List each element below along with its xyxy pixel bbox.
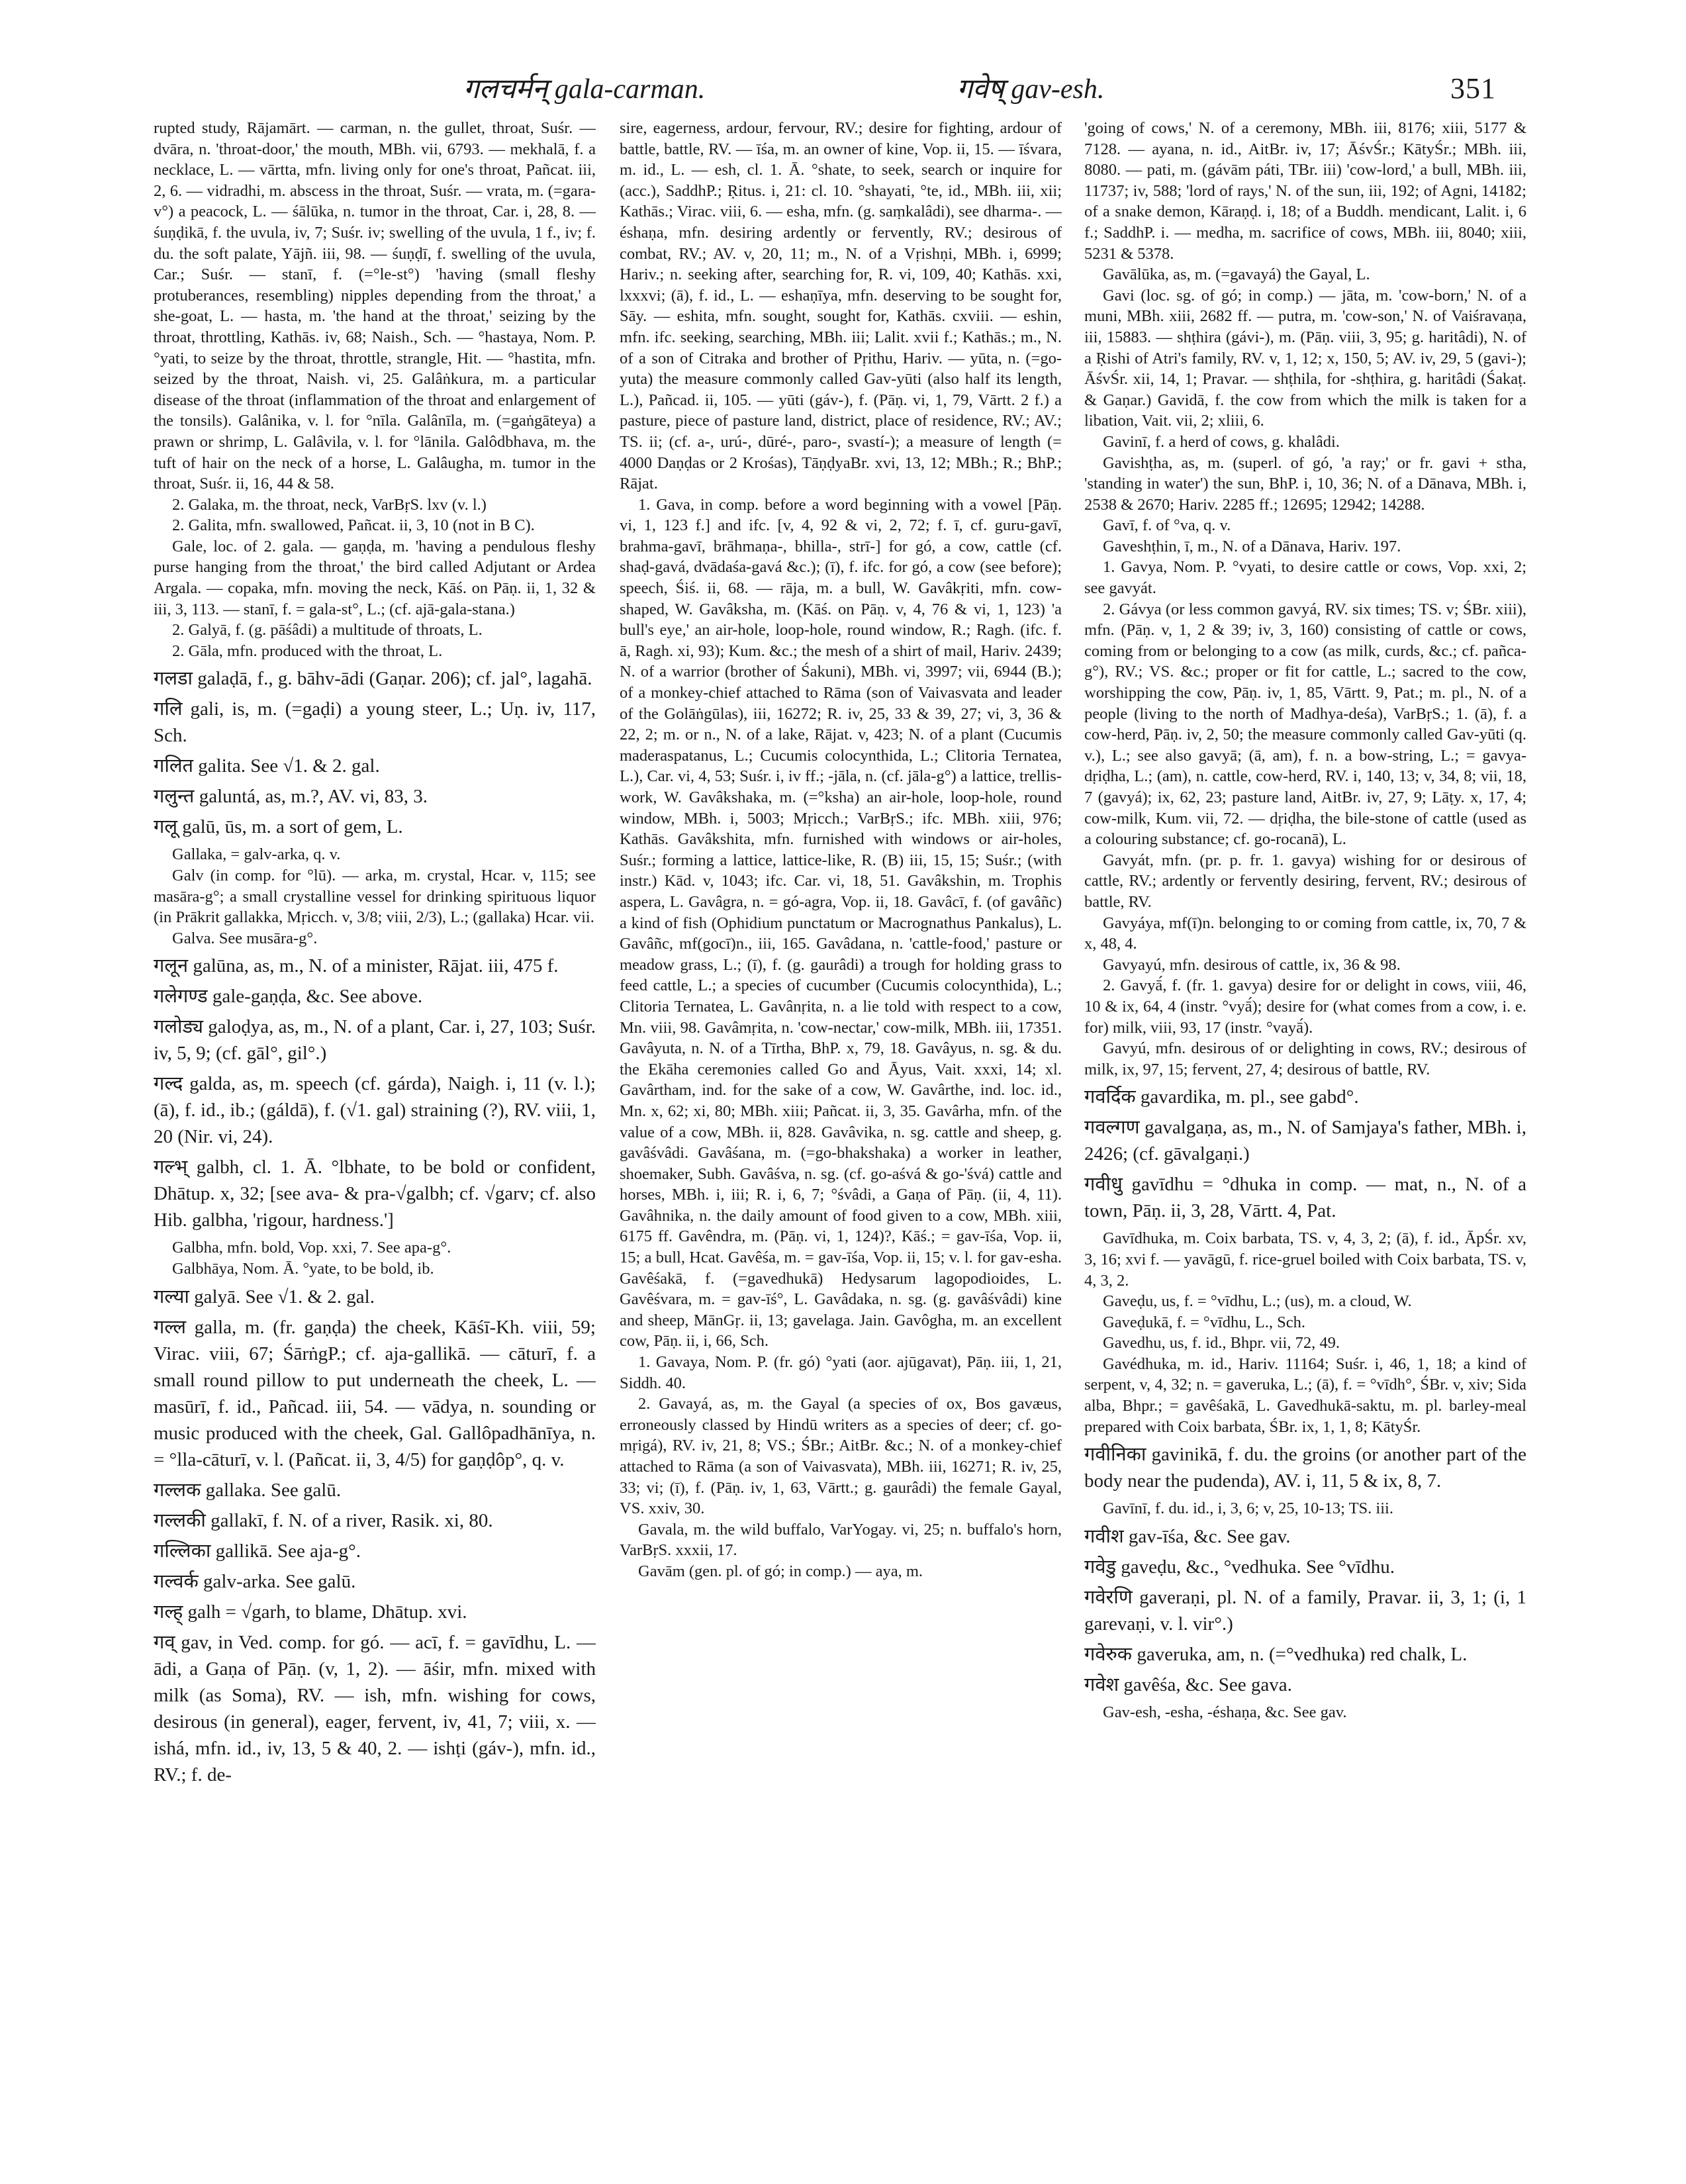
dictionary-entry: Gavyayú, mfn. desirous of cattle, ix, 36 & 98.	[1103, 955, 1401, 974]
headword-entry: गवेरणि gaveraṇi, pl. N. of a family, Pravar. ii, 3, 1; (i, 1 garevaṇi, v. l. vir°.)	[1084, 1586, 1526, 1635]
dictionary-entry: Gavyáya, mf(ī)n. belonging to or coming from cattle, ix, 70, 7 & x, 48, 4.	[1084, 914, 1526, 953]
header-left-catchword: गलचर्मन् gala-carman.	[463, 74, 706, 105]
headword-entry: गवेडु gaveḍu, &c., °vedhuka. See °vīdhu.	[1084, 1556, 1395, 1578]
dictionary-entry: 1. Gavya, Nom. P. °vyati, to desire cattle or cows, Vop. xxi, 2; see gavyát.	[1084, 558, 1526, 598]
headword-entry: गल्लकी gallakī, f. N. of a river, Rasik. xi, 80.	[154, 1509, 493, 1531]
headword-entry: गल्या galyā. See √1. & 2. gal.	[154, 1286, 375, 1307]
dictionary-entry: 2. Galaka, m. the throat, neck, VarBṛS. lxv (v. l.)	[172, 495, 487, 514]
dictionary-entry: Gavyú, mfn. desirous of or delighting in cows, RV.; desirous of milk, ix, 97, 15; fervent, 27, 4; desirous of battle, RV.	[1084, 1039, 1526, 1078]
headword-entry: गवल्गण gavalgaṇa, as, m., N. of Samjaya's father, MBh. i, 2426; (cf. gāvalgaṇi.)	[1084, 1117, 1526, 1165]
headword-entry: गल्लिका gallikā. See aja-g°.	[154, 1540, 361, 1562]
headword-entry: गवेरुक gaveruka, am, n. (=°vedhuka) red chalk, L.	[1084, 1643, 1468, 1665]
dictionary-entry: 1. Gavaya, Nom. P. (fr. gó) °yati (aor. ajūgavat), Pāṇ. iii, 1, 21, Siddh. 40.	[620, 1353, 1062, 1392]
dictionary-entry: Gavi (loc. sg. of gó; in comp.) — jāta, m. 'cow-born,' N. of a muni, MBh. xiii, 2682 ff. — putra, m. 'cow-son,' N. of Vaiśravaṇa, iii, 15883. — shṭhira (gávi-), m. (Pāṇ. viii, 3, 95; g. haritâdi), N. of a Ṛishi of Atri's family, RV. v, 1, 12; x, 150, 5; AV. iv, 29, 5 (gavi-); ĀśvŚr. xii, 14, 1; Pravar. — shṭhila, for -shṭhira, g. haritâdi (Śakaṭ. & Gaṇar.) Gavidā, f. the cow from which the milk is taken for a libation, Vait. vii, 2; xliii, 6.	[1084, 286, 1526, 430]
dictionary-entry: 1. Gava, in comp. before a word beginning with a vowel [Pāṇ. vi, 1, 123 f.] and ifc. [v, 4, 92 & vi, 2, 72; f. ī, cf. guru-gavī, brahma-gavī, brāhmaṇa-, bhilla-, strī-] for gó, a cow, cattle (cf. shaḍ-gavá, dvādaśa-gavá &c.); (ī), f. ifc. for gó, a cow (see before); speech, Śiś. ii, 68. — rāja, m. a bull, W. Gavâkṛiti, mfn. cow-shaped, W. Gavâksha, m. (Kāś. on Pāṇ. v, 4, 76 & vi, 1, 123) 'a bull's eye,' an air-hole, loop-hole, round window, R.; Ragh. (ifc. f. ā, Ragh. xi, 93); Kum. &c.; the mesh of a shirt of mail, Hariv. 2439; N. of a warrior (brother of Śakuni), MBh. vi, 3997; vii, 6944 (B.); of a monkey-chief attached to Rāma (son of Vaivasvata and leader of the Golāṅgūlas), iii, 16272; R. iv, 25, 33 & 39, 27; vi, 3, 36 & 22, 2; m. or n., N. of a lake, Rājat. v, 423; N. of a plant (Cucumis maderaspatanus, L.; Cucumis colocynthida, L.; Clitoria Ternatea, L.), Car. vi, 4, 53; Suśr. i, iv ff.; -jāla, n. (cf. jāla-g°) a lattice, trellis-work, W. Gavâkshaka, m. (=°ksha) an air-hole, loop-hole, round window, MBh. i, 5003; Mṛicch.; VarBṛS.; ifc. MBh. xiii, 976; Kathās. Gavâkshita, mfn. furnished with windows or air-holes, Suśr.; forming a lattice, lattice-like, R. (B) iii, 15, 15; Suśr.; (with instr.) Kād. v, 1043; ifc. Car. vi, 18, 51. Gavâkshin, m. Trophis aspera, L. Gavâgra, n. = gó-agra, Vop. ii, 18. Gavâcī, f. (of gavâñc) a kind of fish (Ophidium punctatum or Macrognathus Pankalus), L. Gavâñc, mf(gocī)n., iii, 165. Gavâdana, n. 'cattle-food,' pasture or meadow grass, L.; (ī), f. (g. gaurâdi) a trough for holding grass to feed cattle, L.; a species of cucumber (Cucumis colocynthida), L.; Clitoria Ternatea, L. Gavânṛita, n. a lie told with respect to a cow, Mn. viii, 98. Gavâmṛita, n. 'cow-nectar,' cow-milk, MBh. iii, 17351. Gavâyuta, n. N. of a Tīrtha, BhP. x, 79, 18. Gavâyus, n. sg. & du. the Ekāha ceremonies called Go and Āyus, Vait. xxxi, 14; xl. Gavârtham, ind. for the sake of a cow, W. Gavârthe, ind. loc. id., Mn. x, 62; xi, 80; MBh. xiii; Pañcat. ii, 3, 35. Gavârha, mfn. of the value of a cow, MBh. ii, 828. Gavâvika, n. sg. cattle and sheep, g. gavâśvâdi. Gavâśana, m. (=go-bhakshaka) a worker in leather, shoemaker, Subh. Gavâśva, n. sg. (cf. go-aśvá & go-'śvá) cattle and horses, MBh. i, iii; R. i, 6, 7; °śvâdi, a Gaṇa of Pāṇ. (ii, 4, 11). Gavâhnika, n. the daily amount of food given to a cow, MBh. xiii, 6175 ff. Gavêndra, m. (Pāṇ. vi, 1, 124)?, Kāś.; = gav-īśa, Vop. ii, 15; a bull, Hcat. Gavêśa, m. = gav-īśa, Vop. ii, 15; v. l. for gav-esha. Gavêśakā, f. (=gavedhukā) Hedysarum lagopodioides, L. Gavêśvara, m. = gav-īś°, L. Gavâdaka, n. sg. (g. gavâśvâdi) kine and sheep, MānGṛ. ii, 13; gavelaga. Jain. Gavôgha, m. an excellent cow, Pāṇ. ii, i, 66, Sch.	[620, 495, 1062, 1351]
headword-entry: गलू galū, ūs, m. a sort of gem, L.	[154, 816, 403, 838]
dictionary-entry: 2. Gavyā́, f. (fr. 1. gavya) desire for or delight in cows, viii, 46, 10 & ix, 64, 4 (instr. °vyā́); desire for (what comes from a cow, i. e. for) milk, viii, 93, 17 (instr. °vayā́).	[1084, 976, 1526, 1037]
dictionary-entry: Gavālūka, as, m. (=gavayá) the Gayal, L.	[1103, 265, 1370, 284]
dictionary-entry: rupted study, Rājamārt. — carman, n. the gullet, throat, Suśr. — dvāra, n. 'throat-door,' the mouth, MBh. vii, 6793. — mekhalā, f. a necklace, L. — vārtta, mfn. living only for one's throat, Pañcat. iii, 2, 6. — vidradhi, m. abscess in the throat, Suśr. — vrata, m. (=gara-v°) a peacock, L. — śālūka, n. tumor in the throat, Car. i, 28, 8. — śuṇḍikā, f. the uvula, iv, 7; Suśr. iv; swelling of the uvula, 1 f., iv; f. du. the soft palate, Yājñ. iii, 98. — śuṇḍī, f. swelling of the uvula, Car.; Suśr. — stanī, f. (=°le-st°) 'having (small fleshy protuberances, resembling) nipples depending from the throat,' a she-goat, L. — hasta, m. 'the hand at the throat,' seizing by the throat, throttling, Kathās. iv, 68; Naish., Sch. — °hastaya, Nom. P. °yati, to seize by the throat, throttle, strangle, Hit. — °hastita, mfn. seized by the throat, Naish. vi, 25. Galâṅkura, m. a particular disease of the throat (inflammation of the throat and enlargement of the tonsils). Galânika, v. l. for °nīla. Galânīla, m. (=gaṅgāteya) a prawn or shrimp, L. Galâvila, v. l. for °lānila. Galôdbhava, m. the tuft of hair on the neck of a horse, L. Galâugha, m. tumor in the throat, Suśr. ii, 16, 44 & 58.	[154, 119, 596, 493]
headword-entry: गलून galūna, as, m., N. of a minister, Rājat. iii, 475 f.	[154, 955, 559, 977]
dictionary-entry: Gavīdhuka, m. Coix barbata, TS. v, 4, 3, 2; (ā), f. id., ĀpŚr. xv, 3, 16; xvi f. — yavāgū, f. rice-gruel boiled with Coix barbata, TS. v, 4, 3, 2.	[1084, 1229, 1526, 1290]
dictionary-entry: Gaveḍu, us, f. = °vīdhu, L.; (us), m. a cloud, W.	[1103, 1292, 1412, 1311]
headword-entry: गलेगण्ड gale-gaṇḍa, &c. See above.	[154, 986, 423, 1008]
headword-entry: गल्ह् galh = √garh, to blame, Dhātup. xvi.	[154, 1601, 467, 1623]
headword-entry: गल्ल galla, m. (fr. gaṇḍa) the cheek, Kāśī-Kh. viii, 59; Virac. viii, 67; ŚārṅgP.; cf. aja-gallikā. — cāturī, f. a small round pillow to put underneath the cheek, L. — masūrī, f. id., Pañcad. iii, 54. — vādya, n. sounding or music produced with the cheek, Gal. Gallôpadhānīya, n. = °lla-cāturī, v. l. (Pañcat. ii, 3, 4/5) for gaṇḍôp°, q. v.	[154, 1316, 596, 1470]
dictionary-entry: Gavinī, f. a herd of cows, g. khalâdi.	[1103, 432, 1340, 451]
column-left	[154, 118, 596, 2150]
dictionary-entry: 2. Galita, mfn. swallowed, Pañcat. ii, 3, 10 (not in B C).	[172, 516, 535, 535]
dictionary-entry: Gallaka, = galv-arka, q. v.	[172, 845, 341, 864]
dictionary-entry: Galbhāya, Nom. Ā. °yate, to be bold, ib.	[172, 1260, 434, 1278]
headword-entry: गलुन्त galuntá, as, m.?, AV. vi, 83, 3.	[154, 786, 428, 808]
dictionary-entry: Gavī, f. of °va, q. v.	[1103, 516, 1231, 535]
dictionary-entry: Gavām (gen. pl. of gó; in comp.) — aya, m.	[638, 1562, 923, 1580]
dictionary-entry: Gavyát, mfn. (pr. p. fr. 1. gavya) wishing for or desirous of cattle, RV.; ardently or fervently desiring, fervent, RV.; desirous of battle, RV.	[1084, 851, 1526, 911]
headword-entry: गलि gali, is, m. (=gaḍi) a young steer, L.; Uṇ. iv, 117, Sch.	[154, 698, 596, 747]
dictionary-entry: Gaveshṭhin, ī, m., N. of a Dānava, Hariv. 197.	[1103, 537, 1401, 555]
headword-entry: गवीश gav-īśa, &c. See gav.	[1084, 1525, 1291, 1547]
column-right	[1084, 118, 1526, 2150]
dictionary-entry: Galbha, mfn. bold, Vop. xxi, 7. See apa-g°.	[172, 1239, 451, 1257]
headword-entry: गल्द galda, as, m. speech (cf. gárda), Naigh. i, 11 (v. l.); (ā), f. id., ib.; (gáldā), f. (√1. gal) straining (?), RV. viii, 1, 20 (Nir. vi, 24).	[154, 1073, 596, 1148]
headword-entry: गलित galita. See √1. & 2. gal.	[154, 755, 380, 777]
dictionary-entry: Galv (in comp. for °lū). — arka, m. crystal, Hcar. v, 115; see masāra-g°; a small crystalline vessel for drinking spirituous liquor (in Prākrit gallakka, Mṛicch. v, 3/8; viii, 2/3), L.; (gallaka) Hcar. vii.	[154, 867, 596, 927]
running-header	[463, 69, 1496, 107]
headword-entry: गलडा galaḍā, f., g. bāhv-ādi (Gaṇar. 206); cf. jal°, lagahā.	[154, 668, 592, 690]
dictionary-entry: 2. Gavayá, as, m. the Gayal (a species of ox, Bos gavæus, erroneously classed by Hindū writers as a species of deer; cf. go-mṛigá), RV. iv, 21, 8; VS.; ŚBr.; AitBr. &c.; N. of a monkey-chief attached to Rāma (a son of Vaivasvata), MBh. iii, 16271; R. iv, 25, 33; vi; (ī), f. (Pāṇ. iv, 1, 63, Vārtt.; g. gaurâdi) the female Gayal, VS. xxiv, 30.	[620, 1395, 1062, 1518]
dictionary-entry: sire, eagerness, ardour, fervour, RV.; desire for fighting, ardour of battle, battle, RV. — īśa, m. an owner of kine, Vop. ii, 15. — īśvara, m. id., L. — esh, cl. 1. Ā. °shate, to seek, search or inquire for (acc.), SaddhP.; Ṛitus. i, 21: cl. 10. °shayati, °te, id., MBh. iii, xii; Kathās.; Virac. viii, 6. — esha, mfn. (g. saṃkalâdi), see dharma-. — éshaṇa, mfn. desiring ardently or fervently, RV.; desirous of combat, RV.; AV. v, 20, 11; m., N. of a Vṛishṇi, MBh. i, 6999; Hariv.; n. seeking after, searching for, R. vi, 109, 40; Kathās. xxi, lxxxvi; (ā), f. id., L. — eshaṇīya, mfn. deserving to be sought for, Sāy. — eshita, mfn. sought, sought for, Kathās. cxviii. — eshin, mfn. ifc. seeking, searching, MBh. iii; Lalit. xvii f.; Kathās.; m., N. of a son of Citraka and brother of Pṛithu, Hariv. — yūta, n. (=go-yuta) the measure commonly called Gav-yūti (also half its length, L.), Pañcad. ii, 105. — yūti (gáv-), f. (Pāṇ. vi, 1, 79, Vārtt. 2 f.) a pasture, piece of pasture land, district, place of residence, RV.; AV.; TS. ii; (cf. a-, urú-, dūré-, paro-, svastí-); a measure of length (= 4000 Daṇḍas or 2 Krośas), TāṇḍyaBr. xvi, 13, 12; MBh.; R.; BhP.; Rājat.	[620, 119, 1062, 493]
header-right-catchword: गवेष् gav-esh.	[957, 74, 1105, 105]
headword-entry: गल्लक gallaka. See galū.	[154, 1479, 342, 1501]
dictionary-entry: Gavīnī, f. du. id., i, 3, 6; v, 25, 10-13; TS. iii.	[1103, 1499, 1393, 1518]
dictionary-entry: 2. Gāla, mfn. produced with the throat, L.	[172, 641, 443, 660]
dictionary-entry: Gavedhu, us, f. id., Bhpr. vii, 72, 49.	[1103, 1334, 1340, 1353]
headword-entry: गवीनिका gavinikā, f. du. the groins (or another part of the body near the pudenda), AV. i, 11, 5 & ix, 8, 7.	[1084, 1444, 1526, 1492]
dictionary-entry: Gav-esh, -esha, -éshaṇa, &c. See gav.	[1103, 1703, 1347, 1721]
dictionary-entry: 'going of cows,' N. of a ceremony, MBh. iii, 8176; xiii, 5177 & 7128. — ayana, n. id., AitBr. iv, 17; ĀśvŚr.; KātyŚr.; MBh. iii, 8080. — pati, m. (gávām páti, TBr. iii) 'cow-lord,' a bull, MBh. iii, 11737; iv, 588; 'lord of rays,' N. of the sun, iii, 192; of Agni, 14182; of a snake demon, Kāraṇḍ. i, 18; of a Buddh. mendicant, Lalit. i, 6 f.; SaddhP. i. — medha, m. sacrifice of cows, MBh. iii, 8040; xiii, 5231 & 5378.	[1084, 119, 1526, 263]
dictionary-entry: 2. Gávya (or less common gavyá, RV. six times; TS. v; ŚBr. xiii), mfn. (Pāṇ. v, 1, 2 & 39; iv, 3, 160) consisting of cattle or cows, coming from or belonging to a cow (as milk, curds, &c.; cf. pañca-g°), RV.; VS. &c.; proper or fit for cattle, L.; sacred to the cow, worshipping the cow, Pāṇ. iv, 1, 85, Vārtt. 9, Pat.; m. pl., N. of a people (living to the north of Madhya-deśa), VarBṛS.; 1. (ā), f. a cow-herd, Pāṇ. iv, 2, 50; the measure commonly called Gav-yūti (q. v.), L.; see also gavyā; (ā, am), f. n. a bow-string, L.; = gavya-dṛiḍha, L.; (am), n. cattle, cow-herd, RV. i, 140, 13; v, 34, 8; vii, 18, 7 (gavyá); ix, 62, 23; pasture land, AitBr. iv, 27, 9; Lāṭy. x, 17, 4; cow-milk, Kum. vii, 72. — dṛiḍha, the bile-stone of cattle (used as a colouring substance; cf. go-rocanā), L.	[1084, 600, 1526, 849]
page-number: 351	[1450, 72, 1496, 105]
dictionary-entry: Gavédhuka, m. id., Hariv. 11164; Suśr. i, 46, 1, 18; a kind of serpent, v, 4, 32; n. = gaveruka, L.; (ā), f. = °vīdh°, ŚBr. v, xiv; Sida alba, Bhpr.; = gavêśakā, L. Gavedhukā-saktu, m. pl. barley-meal prepared with Coix barbata, ŚBr. ix, 1, 1, 8; KātyŚr.	[1084, 1354, 1526, 1436]
dictionary-entry: Gaveḍukā, f. = °vīdhu, L., Sch.	[1103, 1313, 1305, 1331]
headword-entry: गवर्दिक gavardika, m. pl., see gabd°.	[1084, 1086, 1359, 1108]
headword-entry: गलोड्य galoḍya, as, m., N. of a plant, Car. i, 27, 103; Suśr. iv, 5, 9; (cf. gāl°, gil°.)	[154, 1016, 596, 1065]
column-middle	[620, 118, 1062, 2150]
dictionary-entry: Gale, loc. of 2. gala. — gaṇḍa, m. 'having a pendulous fleshy purse hanging from the throat,' the bird called Adjutant or Ardea Argala. — copaka, mfn. moving the neck, Kāś. on Pāṇ. ii, 1, 32 & iii, 3, 113. — stanī, f. = gala-st°, L.; (cf. ajā-gala-stana.)	[154, 537, 596, 618]
dictionary-entry: Gavishṭha, as, m. (superl. of gó, 'a ray;' or fr. gavi + stha, 'standing in water') the sun, BhP. i, 10, 36; N. of a Dānava, MBh. i, 2538 & 2670; Hariv. 2285 ff.; 12695; 12942; 14288.	[1084, 453, 1526, 514]
dictionary-entry: Galva. See musāra-g°.	[172, 929, 318, 947]
dictionary-entry: 2. Galyā, f. (g. pāśâdi) a multitude of throats, L.	[172, 621, 483, 640]
headword-entry: गवेश gavêśa, &c. See gava.	[1084, 1674, 1292, 1695]
headword-entry: गल्वर्क galv-arka. See galū.	[154, 1570, 356, 1592]
dictionary-entry: Gavala, m. the wild buffalo, VarYogay. vi, 25; n. buffalo's horn, VarBṛS. xxxii, 17.	[620, 1520, 1062, 1560]
headword-entry: गल्भ् galbh, cl. 1. Ā. °lbhate, to be bold or confident, Dhātup. x, 32; [see ava- & pra-√galbh; cf. √garv; cf. also Hib. galbha, 'rigour, hardness.']	[154, 1157, 596, 1231]
headword-entry: गवीधु gavīdhu = °dhuka in comp. — mat, n., N. of a town, Pāṇ. ii, 3, 28, Vārtt. 4, Pat.	[1084, 1174, 1526, 1222]
headword-entry: गव् gav, in Ved. comp. for gó. — acī, f. = gavīdhu, L. — ādi, a Gaṇa of Pāṇ. (v, 1, 2). — āśir, mfn. mixed with milk (as Soma), RV. — ish, mfn. wishing for cows, desirous (in general), eager, fervent, iv, 41, 7; viii, x. — ishá, mfn. id., iv, 13, 5 & 40, 2. — ishṭi (gáv-), mfn. id., RV.; f. de-	[154, 1631, 596, 1785]
